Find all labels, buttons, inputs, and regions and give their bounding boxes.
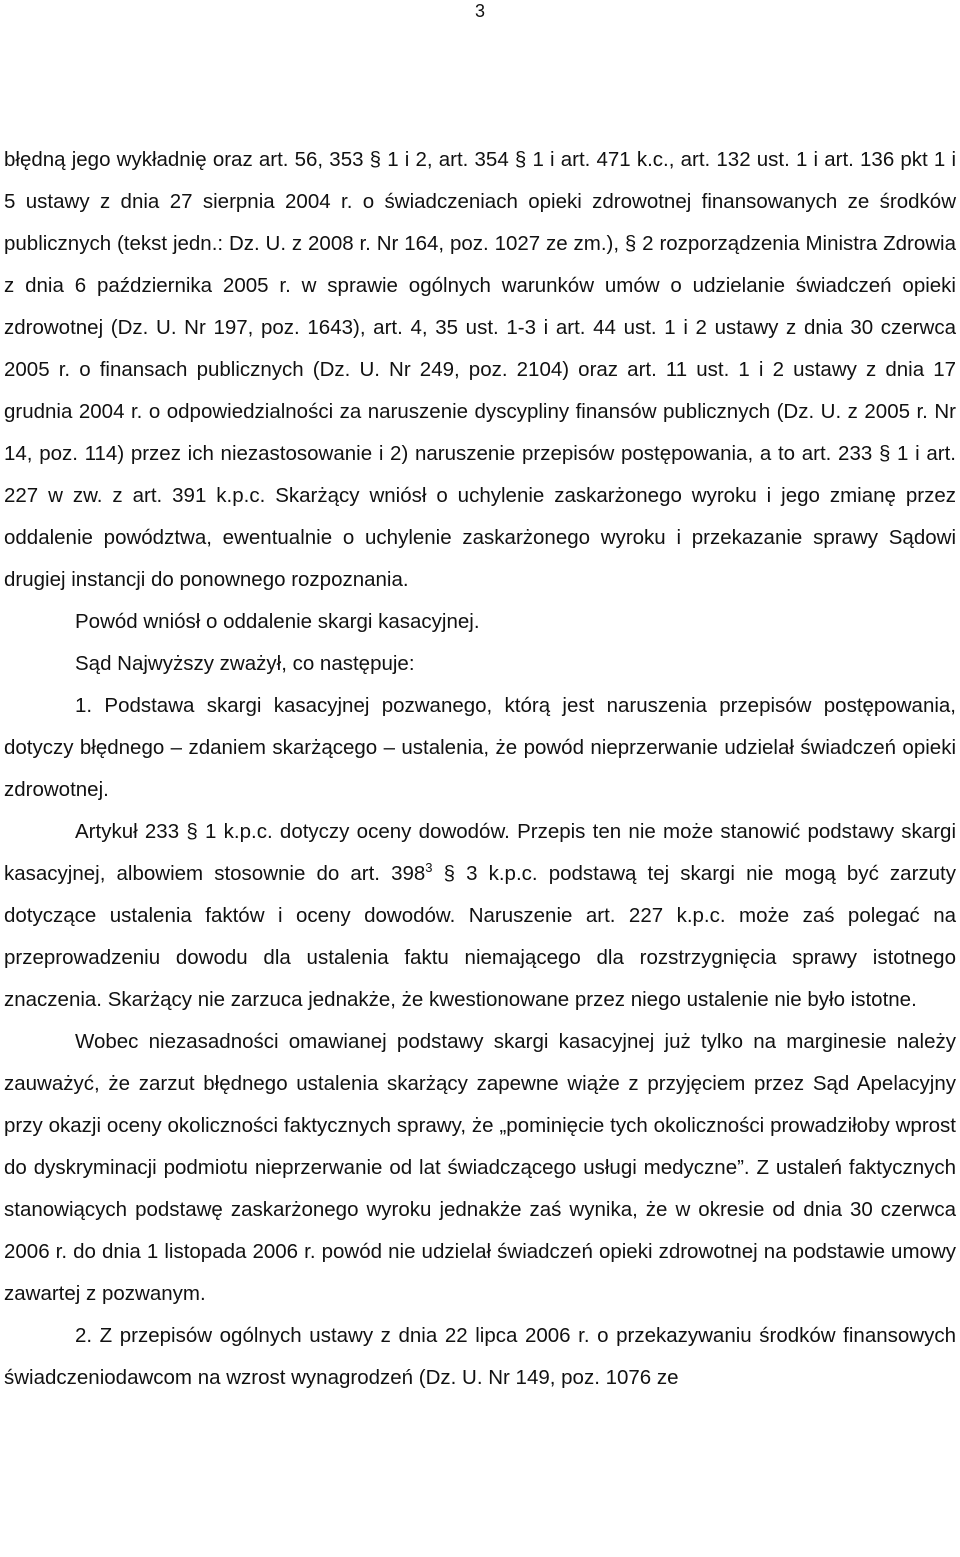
document-body bbox=[4, 139, 956, 1399]
art233-text-after: § 3 k.p.c. podstawą tej skargi nie mogą być zarzuty dotyczące ustalenia faktów i oceny dowodów. Naruszenie art. 227 k.p.c. może zaś polegać na przeprowadzeniu dowodu dla ustalenia faktu niemającego dla rozstrzygnięcia sprawy istotnego znaczenia. Skarżący nie zarzuca jednakże, że kwestionowane przez niego ustalenie nie było istotne. bbox=[4, 862, 956, 1011]
art233-superscript: 3 bbox=[425, 860, 433, 876]
art233-text-before: Artykuł 233 § 1 k.p.c. dotyczy oceny dowodów. Przepis ten nie może stanowić podstawy skargi kasacyjnej, albowiem stosownie do art. 398 bbox=[4, 820, 956, 885]
paragraph-art-233 bbox=[4, 811, 956, 1021]
paragraph-point-1: 1. Podstawa skargi kasacyjnej pozwanego, którą jest naruszenia przepisów postępowania, dotyczy błędnego – zdaniem skarżącego – ustalenia, że powód nieprzerwanie udzielał świadczeń opieki zdrowotnej. bbox=[4, 694, 956, 801]
paragraph-plaintiff-motion: Powód wniósł o oddalenie skargi kasacyjnej. bbox=[75, 610, 480, 633]
page-number: 3 bbox=[474, 1, 485, 21]
paragraph-grounds-continued: błędną jego wykładnię oraz art. 56, 353 § 1 i 2, art. 354 § 1 i art. 471 k.c., art. 132 ust. 1 i art. 136 pkt 1 i 5 ustawy z dnia 27 sierpnia 2004 r. o świadczeniach opieki zdrowotnej finansowanych ze środków publicznych (tekst jedn.: Dz. U. z 2008 r. Nr 164, poz. 1027 ze zm.), § 2 rozporządzenia Ministra Zdrowia z dnia 6 października 2005 r. w sprawie ogólnych warunków umów o udzielanie świadczeń opieki zdrowotnej (Dz. U. Nr 197, poz. 1643), art. 4, 35 ust. 1-3 i art. 44 ust. 1 i 2 ustawy z dnia 30 czerwca 2005 r. o finansach publicznych (Dz. U. Nr 249, poz. 2104) oraz art. 11 ust. 1 i 2 ustawy z dnia 17 grudnia 2004 r. o odpowiedzialności za naruszenie dyscypliny finansów publicznych (Dz. U. z 2005 r. Nr 14, poz. 114) przez ich niezastosowanie i 2) naruszenie przepisów postępowania, a to art. 233 § 1 i art. 227 w zw. z art. 391 k.p.c. Skarżący wniósł o uchylenie zaskarżonego wyroku i jego zmianę przez oddalenie powództwa, ewentualnie o uchylenie zaskarżonego wyroku i przekazanie sprawy Sądowi drugiej instancji do ponownego rozpoznania. bbox=[4, 148, 956, 591]
paragraph-point-2: 2. Z przepisów ogólnych ustawy z dnia 22 lipca 2006 r. o przekazywaniu środków finansowych świadczeniodawcom na wzrost wynagrodzeń (Dz. U. Nr 149, poz. 1076 ze bbox=[4, 1324, 956, 1389]
paragraph-court-considered: Sąd Najwyższy zważył, co następuje: bbox=[75, 652, 415, 675]
paragraph-marginal-note: Wobec niezasadności omawianej podstawy skargi kasacyjnej już tylko na marginesie należy zauważyć, że zarzut błędnego ustalenia skarżący zapewne wiąże z przyjęciem przez Sąd Apelacyjny przy okazji oceny okoliczności faktycznych sprawy, że „pominięcie tych okoliczności prowadziłoby wprost do dyskryminacji podmiotu nieprzerwanie od lat świadczącego usługi medyczne”. Z ustaleń faktycznych stanowiących podstawę zaskarżonego wyroku jednakże zaś wynika, że w okresie od dnia 30 czerwca 2006 r. do dnia 1 listopada 2006 r. powód nie udzielał świadczeń opieki zdrowotnej na podstawie umowy zawartej z pozwanym. bbox=[4, 1030, 956, 1305]
